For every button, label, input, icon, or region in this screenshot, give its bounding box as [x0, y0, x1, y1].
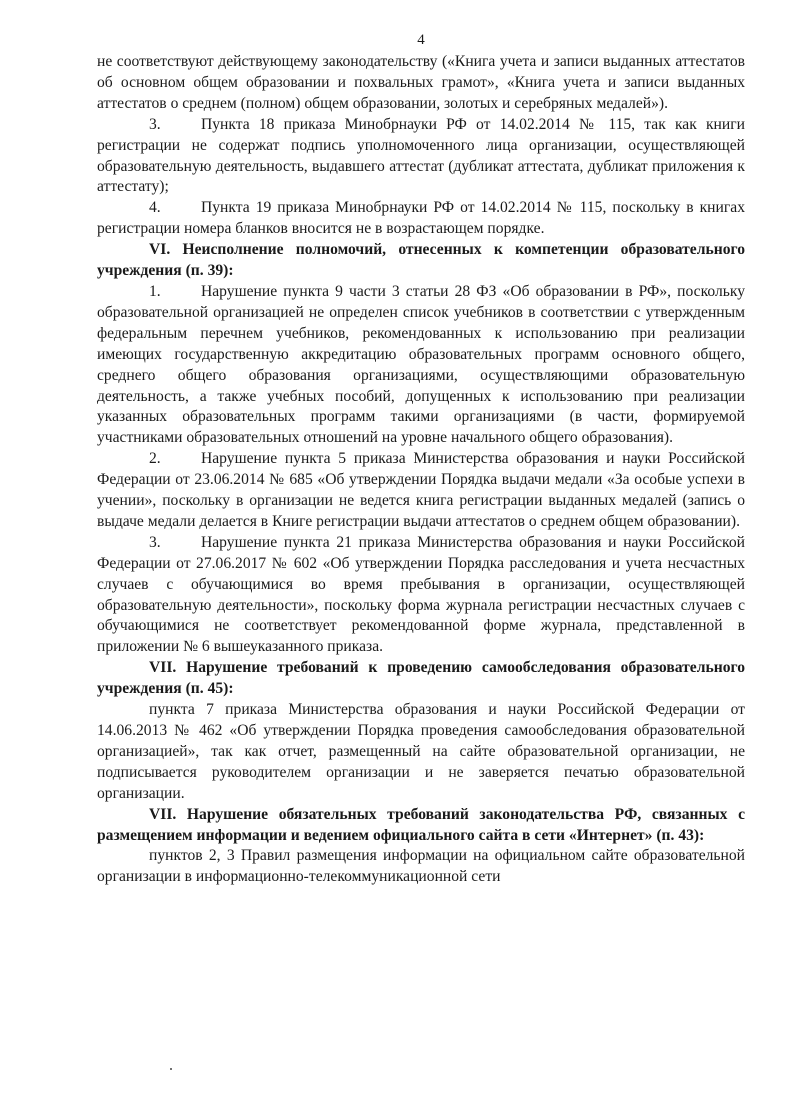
paragraph-continuation: не соответствуют действующему законодательству («Книга учета и записи выданных аттестатов об основном общем образовании и похвальных грамот», «Книга учета и записи выданных аттестатов о среднем (полном) общем образовании, золотых и серебряных медалей»). — [97, 53, 745, 112]
list-item-number: 4. — [149, 199, 161, 217]
paragraph: пунктов 2, 3 Правил размещения информации на официальном сайте образовательной организации в информационно-телекоммуникационной сети — [97, 847, 745, 886]
list-item — [97, 449, 745, 533]
list-item-number: 3. — [149, 533, 161, 551]
list-item — [97, 198, 745, 240]
section-heading-vii-website: VII. Нарушение обязательных требований законодательства РФ, связанных с размещением информации и ведением официального сайта в сети «Интернет» (п. 43): — [97, 805, 745, 844]
paragraph: пункта 7 приказа Министерства образования и науки Российской Федерации от 14.06.2013 № 462 «Об утверждении Порядка проведения самообследования образовательной организацией», так как отчет, размещенный на сайте образовательной организации, не подписывается руководителем организации и не заверяется печатью образовательной организации. — [97, 701, 745, 802]
document-body — [97, 52, 745, 888]
list-item-number: 3. — [149, 115, 161, 133]
page-number: 4 — [417, 32, 425, 48]
scan-speck — [170, 1068, 172, 1070]
list-item — [97, 533, 745, 658]
list-item — [97, 115, 745, 199]
section-heading-vi: VI. Неисполнение полномочий, отнесенных к компетенции образовательного учреждения (п. 39): — [97, 241, 745, 280]
list-item-text: Пункта 19 приказа Минобрнауки РФ от 14.02.2014 № 115, поскольку в книгах регистрации номера бланков вносится не в возрастающем порядке. — [97, 199, 745, 238]
list-item-text: Нарушение пункта 21 приказа Министерства образования и науки Российской Федерации от 27.06.2017 № 602 «Об утверждении Порядка расследования и учета несчастных случаев с обучающимися во время пребывания в организации, осуществляющей образовательную деятельности», поскольку форма журнала регистрации несчастных случаев с обучающимися не соответствует рекомендованной форме журнала, представленной в приложении № 6 вышеуказанного приказа. — [97, 533, 745, 656]
section-heading-vii-self-assessment: VII. Нарушение требований к проведению самообследования образовательного учреждения (п. 45): — [97, 659, 745, 698]
list-item-text: Нарушение пункта 9 части 3 статьи 28 ФЗ «Об образовании в РФ», поскольку образовательной организацией не определен список учебников в соответствии с утвержденным федеральным перечнем учебников, рекомендованных к использованию при реализации имеющих государственную аккредитацию образовательных программ основного общего, среднего общего образования организациями, осуществляющими образовательную деятельность, а также учебных пособий, допущенных к использованию при реализации указанных образовательных программ такими организациями (в части, формируемой участниками образовательных отношений на уровне начального общего образования). — [97, 282, 745, 447]
list-item-text: Нарушение пункта 5 приказа Министерства образования и науки Российской Федерации от 23.06.2014 № 685 «Об утверждении Порядка выдачи медали «За особые успехи в учении», поскольку в организации не ведется книга регистрации выданных медалей (запись о выдаче медали делается в Книге регистрации выдачи аттестатов о среднем общем образовании). — [97, 450, 745, 530]
list-item-text: Пункта 18 приказа Минобрнауки РФ от 14.02.2014 № 115, так как книги регистрации не содержат подпись уполномоченного лица организации, осуществляющей образовательную деятельность, выдавшего аттестат (дубликат аттестата, дубликат приложения к аттестату); — [97, 115, 745, 196]
list-item-number: 2. — [149, 450, 161, 468]
list-item-number: 1. — [149, 282, 161, 300]
list-item — [97, 282, 745, 449]
